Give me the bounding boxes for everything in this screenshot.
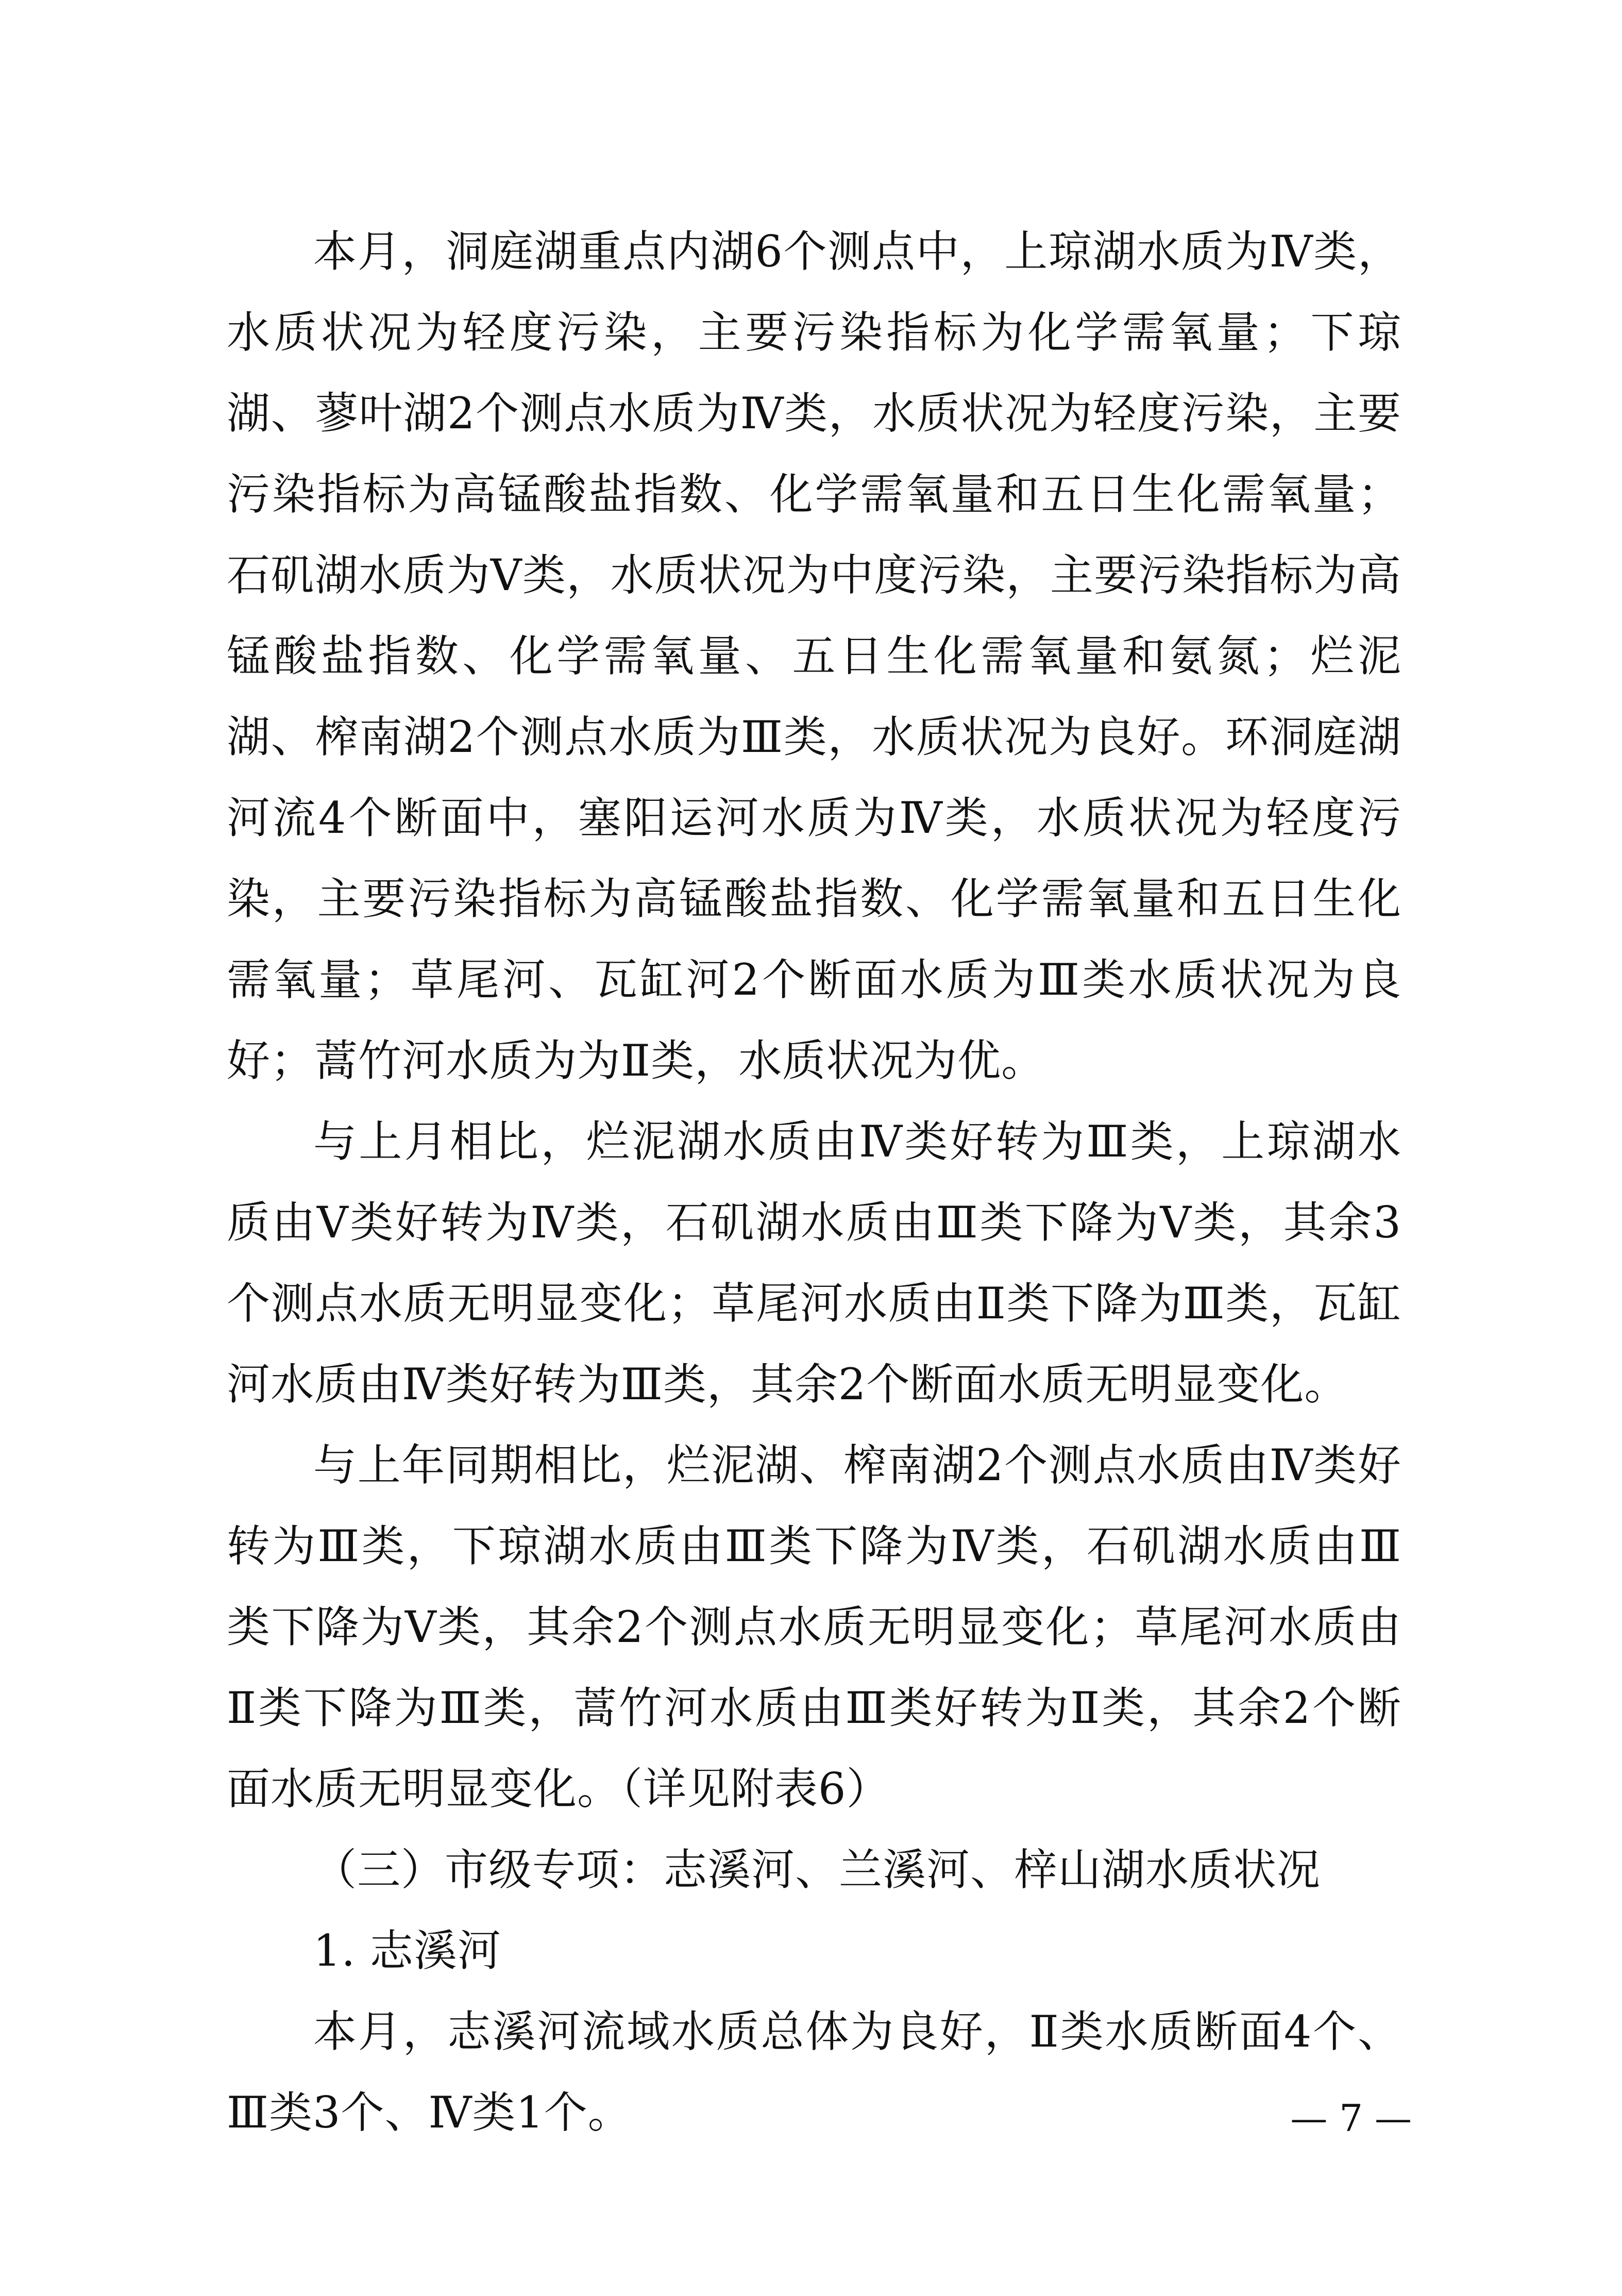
body-text <box>227 211 1401 2153</box>
subsection-heading: 1. 志溪河 <box>313 1925 501 1976</box>
paragraph-dongting-lakes: 本月，洞庭湖重点内湖6个测点中，上琼湖水质为Ⅳ类，水质状况为轻度污染，主要污染指标为化学需氧量；下琼湖、蓼叶湖2个测点水质为Ⅳ类，水质状况为轻度污染，主要污染指标为高锰酸盐指数、化学需氧量和五日生化需氧量；石矶湖水质为Ⅴ类，水质状况为中度污染，主要污染指标为高锰酸盐指数、化学需氧量、五日生化需氧量和氨氮；烂泥湖、榨南湖2个测点水质为Ⅲ类，水质状况为良好。环洞庭湖河流4个断面中，塞阳运河水质为Ⅳ类，水质状况为轻度污染，主要污染指标为高锰酸盐指数、化学需氧量和五日生化需氧量；草尾河、瓦缸河2个断面水质为Ⅲ类水质状况为良好；蒿竹河水质为为Ⅱ类，水质状况为优。 <box>227 226 1401 1086</box>
paragraph-zhixi-river: 本月，志溪河流域水质总体为良好，Ⅱ类水质断面4个、Ⅲ类3个、Ⅳ类1个。 <box>227 2006 1401 2138</box>
section-heading: （三）市级专项：志溪河、兰溪河、梓山湖水质状况 <box>313 1845 1321 1895</box>
paragraph-month-comparison: 与上月相比，烂泥湖水质由Ⅳ类好转为Ⅲ类，上琼湖水质由Ⅴ类好转为Ⅳ类，石矶湖水质由Ⅲ类下降为Ⅴ类，其余3个测点水质无明显变化；草尾河水质由Ⅱ类下降为Ⅲ类，瓦缸河水质由Ⅳ类好转为Ⅲ类，其余2个断面水质无明显变化。 <box>227 1116 1401 1410</box>
paragraph-year-comparison: 与上年同期相比，烂泥湖、榨南湖2个测点水质由Ⅳ类好转为Ⅲ类，下琼湖水质由Ⅲ类下降为Ⅳ类，石矶湖水质由Ⅲ类下降为Ⅴ类，其余2个测点水质无明显变化；草尾河水质由Ⅱ类下降为Ⅲ类，蒿竹河水质由Ⅲ类好转为Ⅱ类，其余2个断面水质无明显变化。（详见附表6） <box>227 1440 1401 1814</box>
page-number: — 7 — <box>1290 2097 1412 2140</box>
